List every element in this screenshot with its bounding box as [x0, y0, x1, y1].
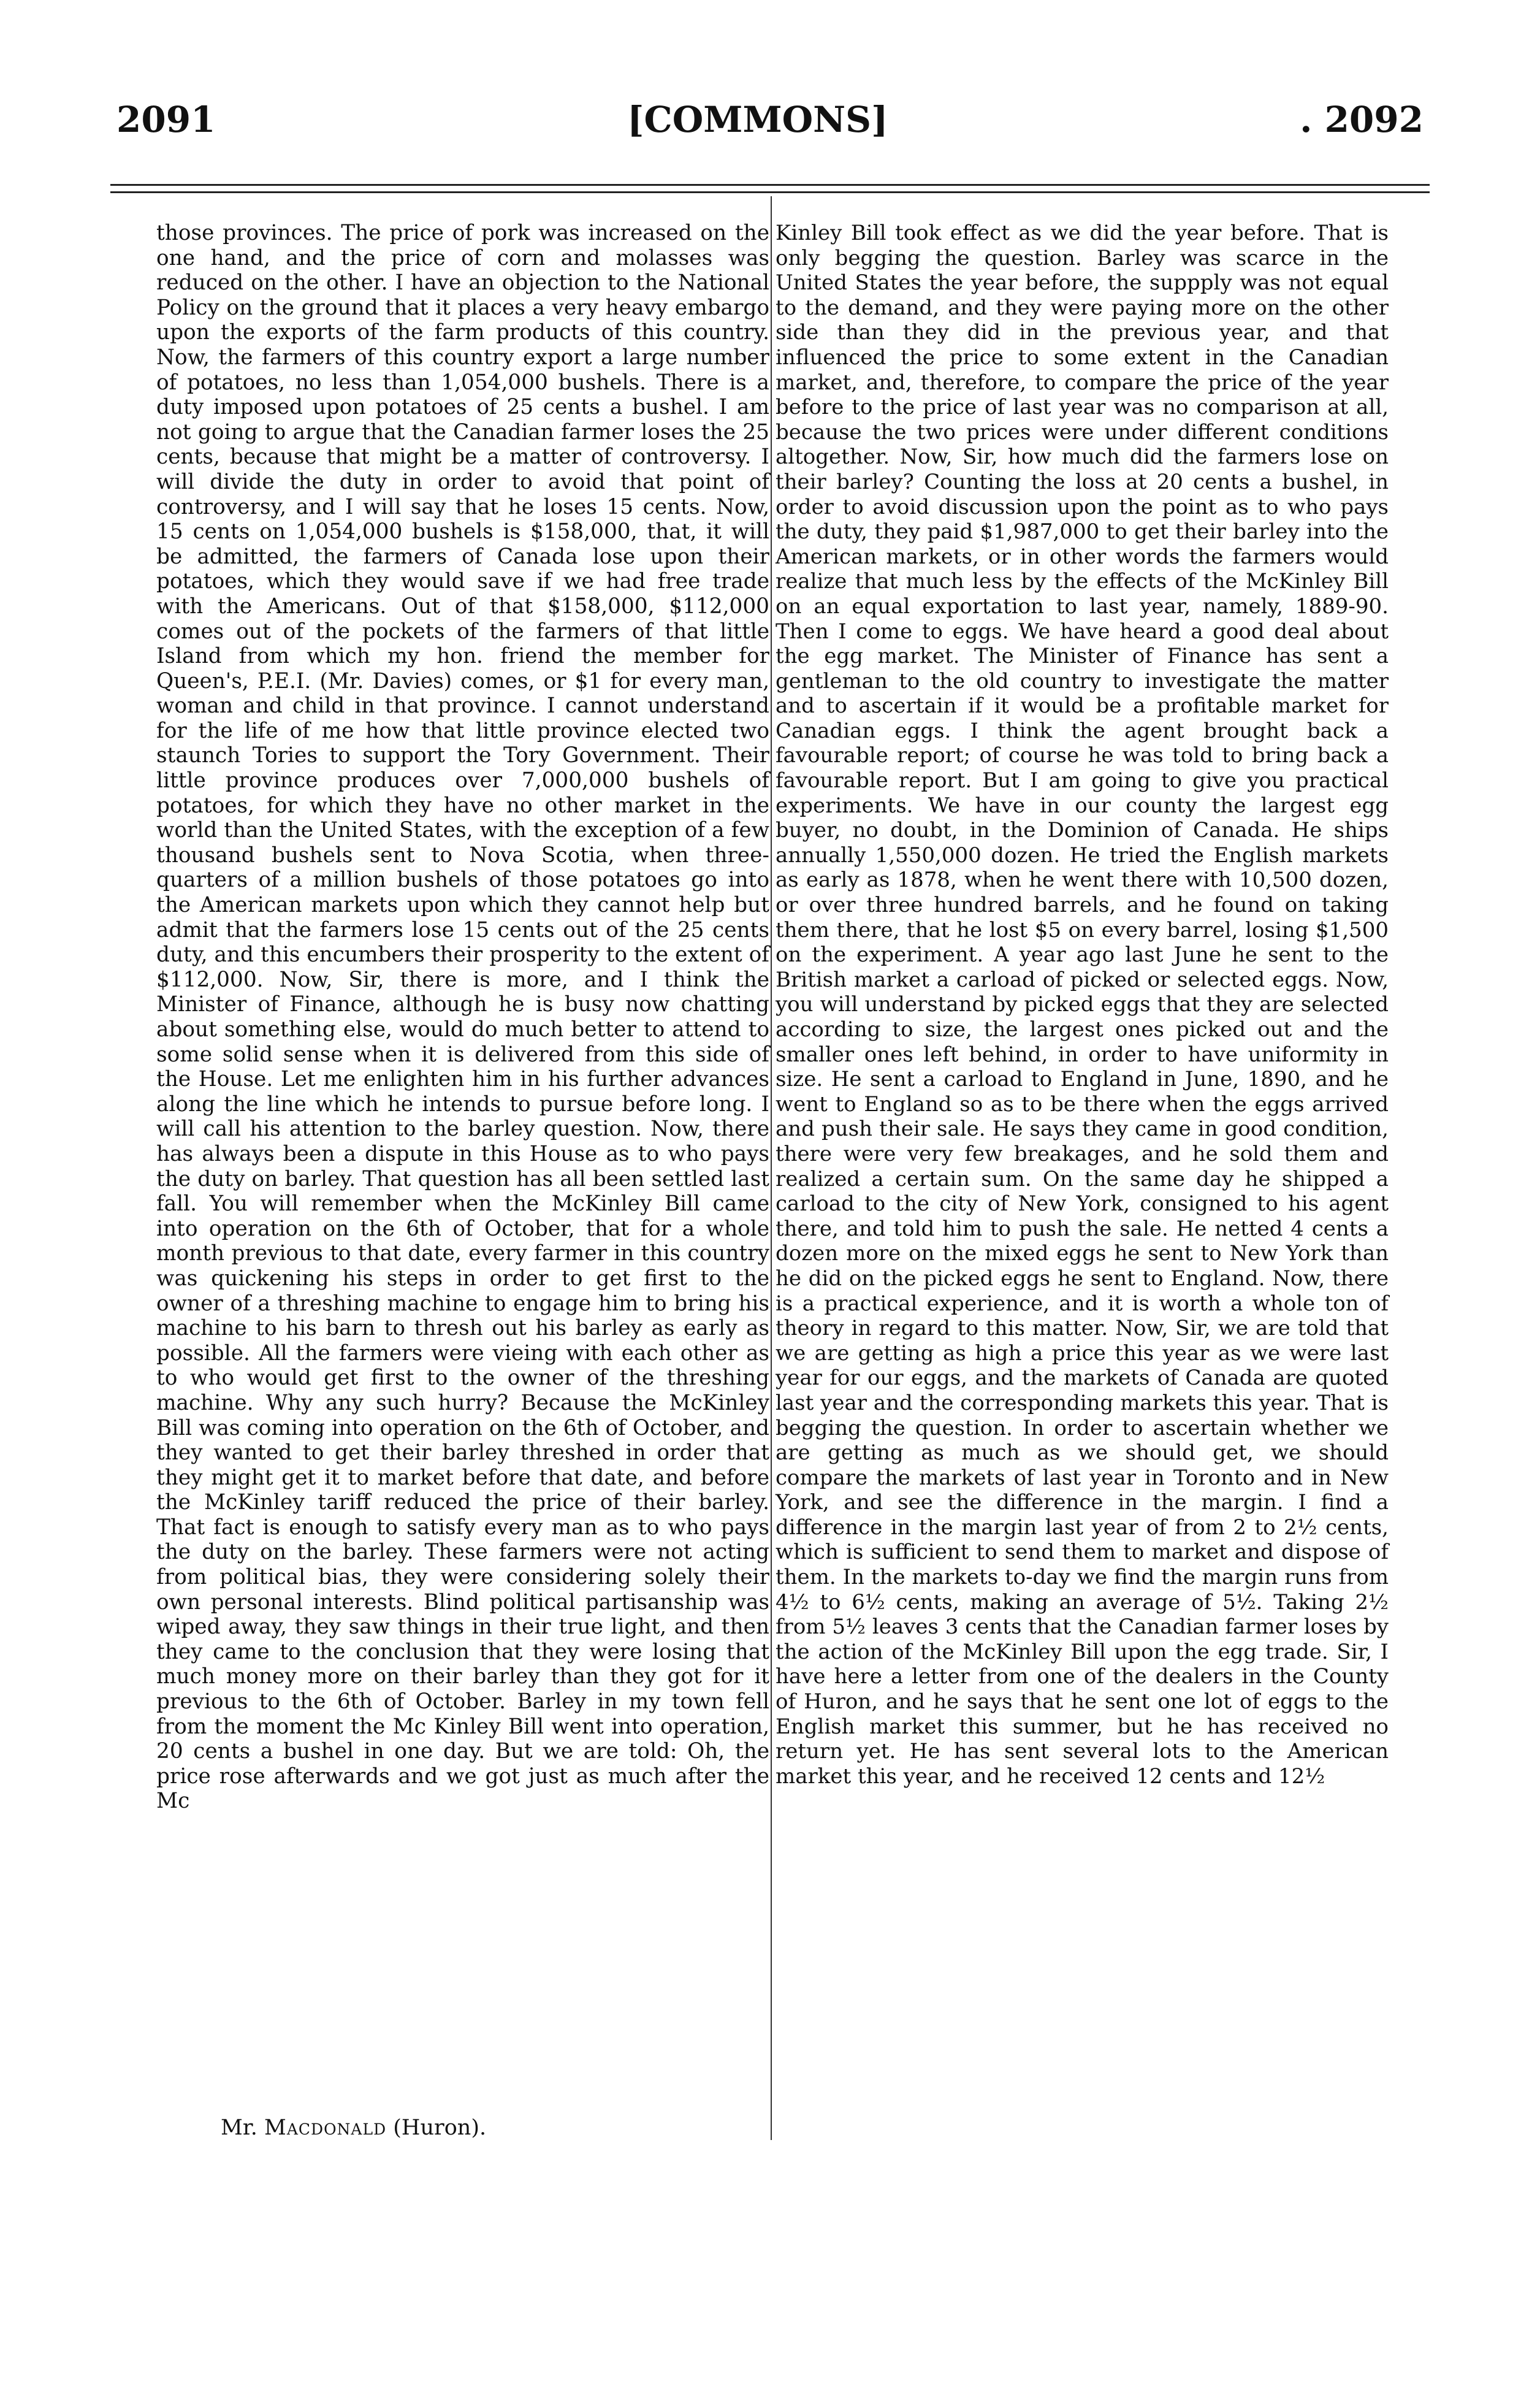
- speaker-name: Macdonald: [264, 2116, 387, 2140]
- header-rule-bottom: [110, 191, 1430, 193]
- right-column-text: Kinley Bill took effect as we did the year before. That is only begging the question. Barley was scarce in the United States the year before, the suppply was not equal to the demand, and they were paying more on the other side than they did in the previous year, and that influenced the price to some extent in the Canadian market, and, therefore, to compare the price of the year before to the price of last year was no comparison at all, because the two prices were under different conditions altogether. Now, Sir, how much did the farmers lose on their barley? Counting the loss at 20 cents a bushel, in order to avoid discussion upon the point as to who pays the duty, they paid $1,987,000 to get their barley into the American markets, or in other words the farmers would realize that much less by the effects of the McKinley Bill on an equal exportation to last year, namely, 1889-90. Then I come to eggs. We have heard a good deal about the egg market. The Minister of Finance has sent a gentleman to the old country to investigate the matter and to ascertain if it would be a profitable market for Canadian eggs. I think the agent brought back a favourable report; of course he was told to bring back a favourable report. But I am going to give you practical experiments. We have in our county the largest egg buyer, no doubt, in the Dominion of Canada. He ships annually 1,550,000 dozen. He tried the English markets as early as 1878, when he went there with 10,500 dozen, or over three hundred barrels, and he found on taking them there, that he lost $5 on every barrel, losing $1,500 on the experiment. A year ago last June he sent to the British market a carload of picked or selected eggs. Now, you will understand by picked eggs that they are selected according to size, the largest ones picked out and the smaller ones left behind, in order to have uniformity in size. He sent a carload to England in June, 1890, and he went to England so as to be there when the eggs arrived and push their sale. He says they came in good condition, there were very few breakages, and he sold them and realized a certain sum. On the same day he shipped a carload to the city of New York, consigned to his agent there, and told him to push the sale. He netted 4 cents a dozen more on the mixed eggs he sent to New York than he did on the picked eggs he sent to England. Now, there is a practical experience, and it is worth a whole ton of theory in regard to this matter. Now, Sir, we are told that we are getting as high a price this year as we were last year for our eggs, and the markets of Canada are quoted last year and the corresponding markets this year. That is begging the question. In order to ascertain whether we are getting as much as we should get, we should compare the markets of last year in Toronto and in New York, and see the difference in the margin. I find a difference in the margin last year of from 2 to 2½ cents, which is sufficient to send them to market and dispose of them. In the markets to-day we find the margin runs from 4½ to 6½ cents, making an average of 5½. Taking 2½ from 5½ leaves 3 cents that the Canadian farmer loses by the action of the McKinley Bill upon the egg trade. Sir, I have here a letter from one of the dealers in the County of Huron, and he says that he sent one lot of eggs to the English market this summer, but he has received no return yet. He has sent several lots to the American market this year, and he received 12 cents and 12½: [776, 221, 1389, 1789]
- speaker-line: [221, 2116, 486, 2140]
- left-column: [156, 221, 769, 1814]
- right-column: [776, 221, 1389, 1789]
- header-rule-top: [110, 184, 1430, 186]
- left-page-number: 2091: [116, 99, 216, 140]
- column-divider: [771, 196, 772, 2140]
- page-header: [116, 92, 1424, 147]
- page-title: [COMMONS]: [627, 99, 888, 140]
- right-page-number: . 2092: [1300, 99, 1424, 140]
- speaker-riding: (Huron).: [393, 2116, 487, 2140]
- speaker-prefix: Mr.: [221, 2116, 257, 2140]
- left-column-text: those provinces. The price of pork was increased on the one hand, and the price of corn and molasses was reduced on the other. I have an objection to the National Policy on the ground that it places a very heavy embargo upon the exports of the farm products of this country. Now, the farmers of this country export a large number of potatoes, no less than 1,054,000 bushels. There is a duty imposed upon potatoes of 25 cents a bushel. I am not going to argue that the Canadian farmer loses the 25 cents, because that might be a matter of controversy. I will divide the duty in order to avoid that point of controversy, and I will say that he loses 15 cents. Now, 15 cents on 1,054,000 bushels is $158,000, that, it will be admitted, the farmers of Canada lose upon their potatoes, which they would save if we had free trade with the Americans. Out of that $158,000, $112,000 comes out of the pockets of the farmers of that little Island from which my hon. friend the member for Queen's, P.E.I. (Mr. Davies) comes, or $1 for every man, woman and child in that province. I cannot understand for the life of me how that little province elected two staunch Tories to support the Tory Government. Their little province produces over 7,000,000 bushels of potatoes, for which they have no other market in the world than the United States, with the exception of a few thousand bushels sent to Nova Scotia, when three-quarters of a million bushels of those potatoes go into the American markets upon which they cannot help but admit that the farmers lose 15 cents out of the 25 cents duty, and this encumbers their prosperity to the extent of $112,000. Now, Sir, there is more, and I think the Minister of Finance, although he is busy now chatting about something else, would do much better to attend to some solid sense when it is delivered from this side of the House. Let me enlighten him in his further advances along the line which he intends to pursue before long. I will call his attention to the barley question. Now, there has always been a dispute in this House as to who pays the duty on barley. That question has all been settled last fall. You will remember when the McKinley Bill came into operation on the 6th of October, that for a whole month previous to that date, every farmer in this country was quickening his steps in order to get first to the owner of a threshing machine to engage him to bring his machine to his barn to thresh out his barley as early as possible. All the farmers were vieing with each other as to who would get first to the owner of the threshing machine. Why any such hurry? Because the McKinley Bill was coming into operation on the 6th of October, and they wanted to get their barley threshed in order that they might get it to market before that date, and before the McKinley tariff reduced the price of their barley. That fact is enough to satisfy every man as to who pays the duty on the barley. These farmers were not acting from political bias, they were considering solely their own personal interests. Blind political partisanship was wiped away, they saw things in their true light, and then they came to the conclusion that they were losing that much money more on their barley than they got for it previous to the 6th of October. Barley in my town fell from the moment the Mc Kinley Bill went into operation, 20 cents a bushel in one day. But we are told: Oh, the price rose afterwards and we got just as much after the Mc: [156, 221, 769, 1814]
